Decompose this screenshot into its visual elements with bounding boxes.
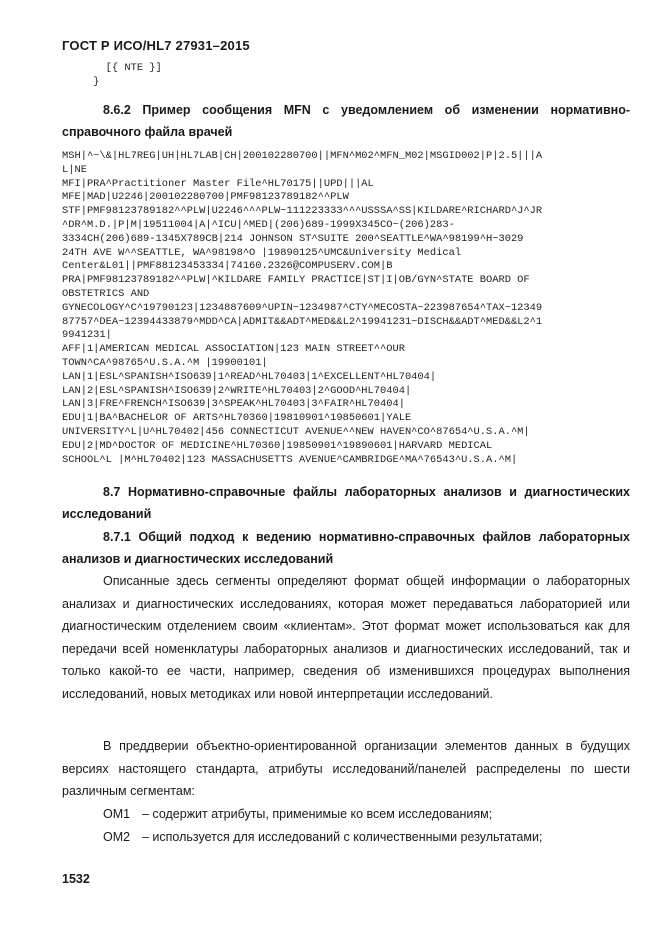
paragraph-segments: В преддверии объектно-ориентированной организации элементов данных в будущих версиях настоящего стандарта, атрибуты исследований/панелей распределены по шести различным сегментам: [62, 739, 630, 798]
message-line: Center&L01||PMF88123453334|74160.2326@COMPUSERV.COM|B [62, 260, 393, 273]
message-line: MFI|PRA^Practitioner Master File^HL70175||UPD|||AL [62, 177, 374, 190]
mfn-message-example [62, 150, 542, 467]
message-line: OBSTETRICS AND [62, 287, 150, 300]
message-line: SCHOOL^L |M^HL70402|123 MASSACHUSETTS AVENUE^CAMBRIDGE^MA^76543^U.S.A.^M| [62, 453, 518, 466]
message-line: MFE|MAD|U2246|200102280700|PMF98123789182^^PLW [62, 191, 349, 204]
message-line: ^DR^M.D.|P|M|19511004|A|^ICU|^MED|(206)689-1999X345CO~(206)283- [62, 218, 455, 231]
message-line: LAN|3|FRE^FRENCH^ISO639|3^SPEAK^HL70403|3^FAIR^HL70404| [62, 398, 405, 411]
message-line: STF|PMF98123789182^^PLW|U2246^^^PLW~111223333^^^USSSA^SS|KILDARE^RICHARD^J^JR [62, 205, 543, 218]
document-header: ГОСТ Р ИСО/HL7 27931–2015 [62, 38, 250, 53]
message-line: PRA|PMF98123789182^^PLW|^KILDARE FAMILY PRACTICE|ST|I|OB/GYN^STATE BOARD OF [62, 274, 530, 287]
segment-code: OM2 [103, 830, 131, 844]
paragraph-intro: Описанные здесь сегменты определяют формат общей информации о лабораторных анализах и диагностических исследованиях, которая может передаваться лабораторией или диагностическим отделением своим «клиентам». Этот формат может использоваться как для передачи всей номенклатуры лабораторных анализов и диагностических исследований, так и только какой-то ее части, например, сведения об изменившихся процедурах выполнения исследований, новых методиках или новой интерпретации исследований. [62, 574, 630, 701]
message-line: TOWN^CA^98765^U.S.A.^M |19900101| [62, 356, 268, 369]
code-fragment: [{ NTE }] } [93, 62, 162, 88]
section-heading-8-7: 8.7 Нормативно-справочные файлы лабораторных анализов и диагностических исследований [62, 485, 630, 521]
section-heading-8-7-1: 8.7.1 Общий подход к ведению нормативно-справочных файлов лабораторных анализов и диагностических исследований [62, 530, 630, 566]
message-line: 9941231| [62, 329, 112, 342]
message-line: 3334CH(206)689-1345X789CB|214 JOHNSON ST^SUITE 200^SEATTLE^WA^98199^H~3029 [62, 232, 524, 245]
message-line: 24TH AVE W^^SEATTLE, WA^98198^O |19890125^UMC&University Medical [62, 246, 462, 259]
list-item-om2 [103, 826, 542, 848]
message-line: MSH|^~\&|HL7REG|UH|HL7LAB|CH|200102280700||MFN^M02^MFN_M02|MSGID002|P|2.5|||A [62, 150, 543, 162]
message-line: AFF|1|AMERICAN MEDICAL ASSOCIATION|123 MAIN STREET^^OUR [62, 343, 405, 356]
message-line: 87757^DEA~12394433879^MDD^CA|ADMIT&&ADT^MED&&L2^19941231~DISCH&&ADT^MED&&L2^1 [62, 315, 543, 328]
message-line: UNIVERSITY^L|U^HL70402|456 CONNECTICUT AVENUE^^NEW HAVEN^CO^87654^U.S.A.^M| [62, 425, 530, 438]
message-line: LAN|1|ESL^SPANISH^ISO639|1^READ^HL70403|1^EXCELLENT^HL70404| [62, 370, 437, 383]
page-number: 1532 [62, 872, 90, 886]
segment-description: – используется для исследований с количественными результатами; [142, 830, 543, 844]
message-line: GYNECOLOGY^C^19790123|1234887609^UPIN~1234987^CTY^MECOSTA~223987654^TAX~12349 [62, 301, 543, 314]
message-line: LAN|2|ESL^SPANISH^ISO639|2^WRITE^HL70403|2^GOOD^HL70404| [62, 384, 412, 397]
list-item-om1 [103, 803, 492, 825]
message-line: L|NE [62, 163, 87, 176]
segment-description: – содержит атрибуты, применимые ко всем исследованиям; [142, 807, 493, 821]
message-line: EDU|2|MD^DOCTOR OF MEDICINE^HL70360|19850901^19890601|HARVARD MEDICAL [62, 439, 493, 452]
message-line: EDU|1|BA^BACHELOR OF ARTS^HL70360|19810901^19850601|YALE [62, 412, 412, 425]
section-heading-8-6-2: 8.6.2 Пример сообщения MFN с уведомлением об изменении нормативно-справочного файла врачей [62, 103, 630, 139]
segment-code: OM1 [103, 807, 131, 821]
